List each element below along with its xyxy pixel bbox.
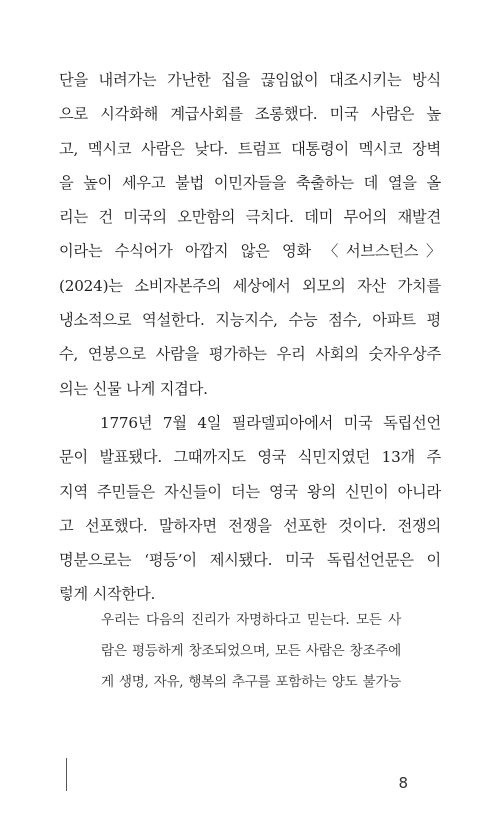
text-line: 수, 연봉으로 사람을 평가하는 우리 사회의 숫자우상주 xyxy=(59,345,441,364)
body-text xyxy=(59,63,441,612)
text-line: 고, 멕시코 사람은 낮다. 트럼프 대통령이 멕시코 장벽 xyxy=(59,139,441,158)
block-quote xyxy=(101,605,401,697)
quote-line: 람은 평등하게 창조되었으며, 모든 사람은 창조주에 xyxy=(101,642,401,659)
page-number: 8 xyxy=(398,774,408,792)
text-line: 을 높이 세우고 불법 이민자들을 축출하는 데 열을 올 xyxy=(59,173,441,192)
paragraph-first-line: 1776년 7월 4일 필라델피아에서 미국 독립선언 xyxy=(100,413,441,432)
quote-line: 우리는 다음의 진리가 자명하다고 믿는다. 모든 사 xyxy=(101,612,401,628)
text-line: 문이 발표됐다. 그때까지도 영국 식민지였던 13개 주 xyxy=(59,448,441,467)
text-line: 냉소적으로 역설한다. 지능지수, 수능 점수, 아파트 평 xyxy=(59,311,441,330)
text-line: (2024)는 소비자본주의 세상에서 외모의 자산 가치를 xyxy=(59,276,441,295)
margin-rule xyxy=(66,758,67,791)
text-line: 이라는 수식어가 아깝지 않은 영화 〈서브스턴스〉 xyxy=(59,242,441,261)
text-line: 명분으로는 ‘평등’이 제시됐다. 미국 독립선언문은 이 xyxy=(59,551,441,570)
text-line: 단을 내려가는 가난한 집을 끊임없이 대조시키는 방식 xyxy=(59,71,441,89)
text-line: 지역 주민들은 자신들이 더는 영국 왕의 신민이 아니라 xyxy=(59,482,441,501)
quote-line: 게 생명, 자유, 행복의 추구를 포함하는 양도 불가능 xyxy=(101,673,401,690)
text-line: 고 선포했다. 말하자면 전쟁을 선포한 것이다. 전쟁의 xyxy=(59,516,441,535)
text-line: 으로 시각화해 계급사회를 조롱했다. 미국 사람은 높 xyxy=(59,105,441,124)
text-line: 리는 건 미국의 오만함의 극치다. 데미 무어의 재발견 xyxy=(59,208,441,227)
text-line: 렇게 시작한다. xyxy=(59,585,156,604)
text-line: 의는 신물 나게 지겹다. xyxy=(59,379,208,398)
